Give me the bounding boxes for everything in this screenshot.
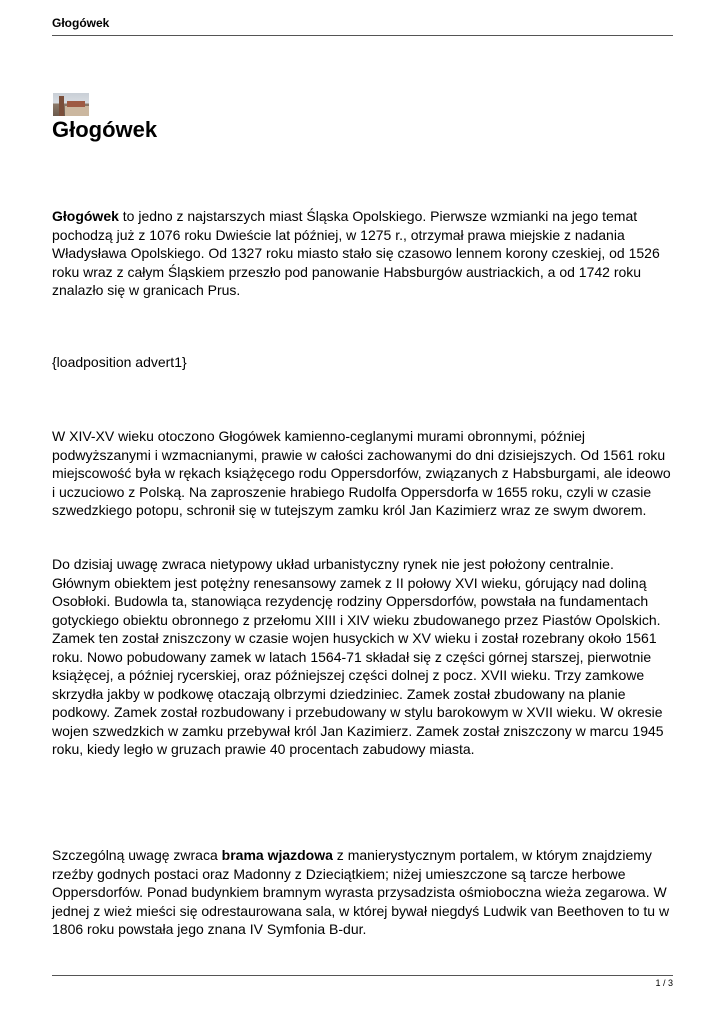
castle-text: Do dzisiaj uwagę zwraca nietypowy układ urbanistyczny rynek nie jest położony centralnie. Głównym obiektem jest potężny renesansowy zamek z II połowy XVI wieku, górujący nad doliną Osobłoki. Budowla ta, stanowiąca rezydencję rodziny Oppersdorfów, powstała na fundamentach gotyckiego obiektu obronnego z przełomu XIII i XIV wieku zbudowanego przez Piastów Opolskich. Zamek ten został zniszczony w czasie wojen husyckich w XV wieku i został rozebrany około 1561 roku. Nowo pobudowany zamek w latach 1564-71 składał się z części górnej starszej, pierwotnie książęcej, a później rycerskiej, oraz późniejszej części dolnej z pocz. XVII wieku. Trzy zamkowe skrzydła jakby w podkowę otaczają olbrzymi dziedziniec. Zamek został zbudowany na planie podkowy. Zamek został rozbudowany i przebudowany w stylu barokowym w XVII wieku. W okresie wojen szwedzkich w zamku przebywał król Jan Kazimierz. Zamek został zniszczony w marcu 1945 roku, kiedy legło w gruzach prawie 40 procentach zabudowy miasta. <box>52 556 664 757</box>
thumbnail-roof-shape <box>67 101 85 107</box>
gate-text-rest: z manierystycznym portalem, w którym znajdziemy rzeźby godnych postaci oraz Madonny z Dzieciątkiem; niżej umieszczone są tarcze herbowe Oppersdorfów. Ponad budynkiem bramnym wyrasta przysadzista ośmioboczna wieża zegarowa. W jednej z wież mieści się odrestaurowana sala, w której bywał niegdyś Ludwik van Beethoven to tu w 1806 roku powstała jego znana IV Symfonia B-dur. <box>52 847 670 937</box>
running-header-title: Głogówek <box>52 16 110 30</box>
page-title: Głogówek <box>52 117 158 142</box>
intro-bold-term: Głogówek <box>52 208 119 224</box>
header-divider <box>52 35 673 36</box>
paragraph-gate <box>52 846 673 939</box>
thumbnail-building-shape <box>65 106 89 116</box>
gate-text-start: Szczególną uwagę zwraca <box>52 847 222 863</box>
loadposition-text: {loadposition advert1} <box>52 354 187 370</box>
history-text: W XIV-XV wieku otoczono Głogówek kamienno-ceglanymi murami obronnymi, później podwyższanymi i wzmacnianymi, prawie w całości zachowanymi do dni dzisiejszych. Od 1561 roku miejscowość była w rękach książęcego rodu Oppersdorfów, związanych z Habsburgami, ale ideowo i uczuciowo z Polską. Na zaproszenie hrabiego Rudolfa Oppersdorfa w 1655 roku, czyli w czasie szwedzkiego potopu, schronił się w tutejszym zamku król Jan Kazimierz wraz ze swym dworem. <box>52 428 671 518</box>
gate-bold-term: brama wjazdowa <box>221 847 333 863</box>
thumbnail-tower-shape <box>59 96 64 116</box>
footer-divider <box>52 975 673 976</box>
paragraph-history <box>52 427 673 520</box>
town-thumbnail-image <box>53 93 89 116</box>
page-number: 1 / 3 <box>655 978 673 988</box>
paragraph-castle <box>52 555 673 759</box>
paragraph-loadposition <box>52 353 673 372</box>
paragraph-intro <box>52 207 673 300</box>
intro-text: to jedno z najstarszych miast Śląska Opolskiego. Pierwsze wzmianki na jego temat pochodzą już z 1076 roku Dwieście lat później, w 1275 r., otrzymał prawa miejskie z nadania Władysława Opolskiego. Od 1327 roku miasto stało się czasowo lennem korony czeskiej, od 1526 roku wraz z całym Śląskiem przeszło pod panowanie Habsburgów austriackich, a od 1742 roku znalazło się w granicach Prus. <box>52 208 660 298</box>
